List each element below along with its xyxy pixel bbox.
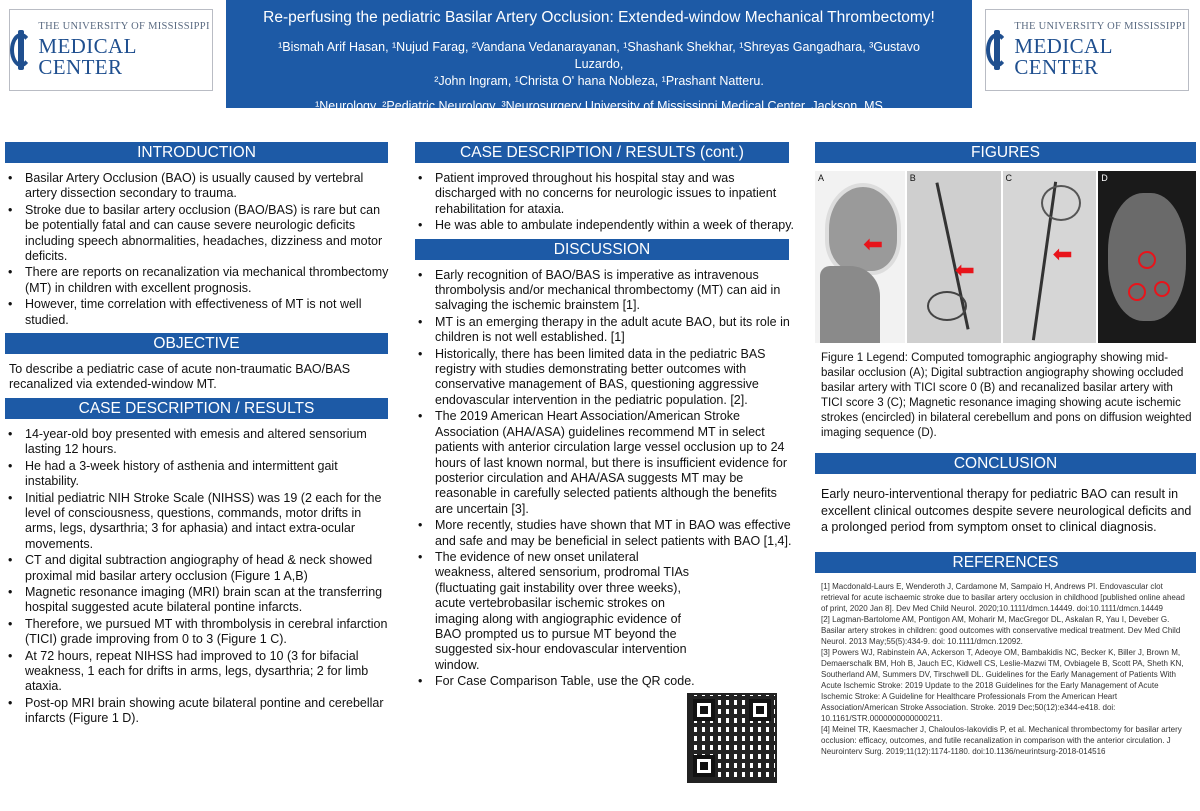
authors-line-1: ¹Bismah Arif Hasan, ¹Nujud Farag, ²Vandana Vedanarayanan, ¹Shashank Shekhar, ¹Shreyas Gangadhara, ³Gustavo Luzardo, [278, 40, 920, 71]
figure-panel-a [815, 171, 905, 343]
list-item: • More recently, studies have shown that MT in BAO was effective and safe and may be beneficial in select patients with BAO [1,4]. [413, 518, 795, 549]
column-right [815, 137, 1196, 757]
discussion-heading: DISCUSSION [415, 239, 789, 260]
list-item: • 14-year-old boy presented with emesis and altered sensorium lasting 12 hours. [3, 427, 394, 458]
figure-caption: Figure 1 Legend: Computed tomographic angiography showing mid-basilar occlusion (A); Digital subtraction angiography showing occluded basilar artery with TICI score 0 (B) and recanalized basilar artery with TICI score 3 (C); Magnetic resonance imaging showing acute ischemic strokes (encircled) in bilateral cerebellum and pons on diffusion weighted imaging sequence (D). [821, 352, 1192, 439]
conclusion-text: Early neuro-interventional therapy for pediatric BAO can result in excellent clinical outcomes despite severe neurological deficits and a prolonged period from symptom onset to clinical diagnosis. [821, 487, 1192, 535]
figure-panel-b [907, 171, 1001, 343]
reference-item: [1] Macdonald-Laurs E, Wenderoth J, Cardamone M, Sampaio H, Andrews PI. Endovascular clot retrieval for acute ischaemic stroke due to basilar artery occlusion in childhood [published online ahead of print, 2020 Jan 8]. Dev Med Child Neurol. 2020;10.1111/dmcn.14449. doi:10.1111/dmcn.14449 [821, 581, 1185, 613]
objective-heading: OBJECTIVE [5, 333, 388, 354]
list-item: • The 2019 American Heart Association/American Stroke Association (AHA/ASA) guidelines recommend MT in select patients with anterior circulation large vessel occlusion up to 24 hours of last known normal, but there is insufficient evidence for posterior circulation and AHA/ASA suggests MT may be reasonable in carefully selected patients although the benefits are uncertain [3]. [413, 409, 795, 517]
arrow-icon: ⬅ [1052, 241, 1073, 268]
list-item: • Initial pediatric NIH Stroke Scale (NIHSS) was 19 (2 each for the level of consciousness, questions, commands, motor drifts in arms, legs, dysarthria; 3 for aphasia) and intact extra-ocular movements. [3, 491, 394, 553]
case-cont-list [413, 171, 795, 234]
reference-item: [2] Lagman-Bartolome AM, Pontigon AM, Moharir M, MacGregor DL, Askalan R, Yau I, Deveber G. Basilar artery strokes in children: good outcomes with conservative medical treatment. Dev Med Child Neurol. 2013 May;55(5):434-9. doi: 10.1111/dmcn.12092. [821, 614, 1181, 646]
list-item: • For Case Comparison Table, use the QR code. [413, 674, 795, 689]
logo-right [985, 9, 1189, 91]
discussion-list [413, 268, 795, 690]
reference-item: [3] Powers WJ, Rabinstein AA, Ackerson T, Adeoye OM, Bambakidis NC, Becker K, Biller J, Brown M, Demaerschalk BM, Hoh B, Jauch EC, Kidwell CS, Leslie-Mazwi TM, Ovbiagele B, Scott PA, Sheth KN, Southerland AM, Summers DV, Tirschwell DL. Guidelines for the Early Management of Patients With Acute Ischemic Stroke: 2019 Update to the 2018 Guidelines for the Early Management of Acute Ischemic Stroke: A Guideline for Healthcare Professionals From the American Heart Association/American Stroke Association. Stroke. 2019 Dec;50(12):e344-e418. doi: 10.1161/STR.0000000000000211. [821, 647, 1184, 723]
panel-label: B [909, 173, 916, 183]
figure-panels [815, 171, 1196, 343]
conclusion-heading: CONCLUSION [815, 453, 1196, 474]
list-item: • There are reports on recanalization via mechanical thrombectomy (MT) in children with excellent prognosis. [3, 265, 394, 296]
reference-item: [4] Meinel TR, Kaesmacher J, Chaloulos-Iakovidis P, et al. Mechanical thrombectomy for basilar artery occlusion: efficacy, outcomes, and futile recanalization in comparison with the anterior circulation. J Neurointerv Surg. 2019;11(12):1174-1180. doi:10.1136/neurintsurg-2018-014516 [821, 724, 1182, 756]
references-heading: REFERENCES [815, 552, 1196, 573]
introduction-heading: INTRODUCTION [5, 142, 388, 163]
authors-line-2: ²John Ingram, ¹Christa O' hana Nobleza, ¹Prashant Natteru. [434, 74, 764, 88]
case-list [3, 427, 394, 727]
list-item: • Post-op MRI brain showing acute bilateral pontine and cerebellar infarcts (Figure 1 D). [3, 696, 394, 727]
case-heading: CASE DESCRIPTION / RESULTS [5, 398, 388, 419]
list-item: • CT and digital subtraction angiography of head & neck showed proximal mid basilar artery occlusion (Figure 1 A,B) [3, 553, 394, 584]
qr-code[interactable] [687, 693, 777, 783]
case-cont-heading: CASE DESCRIPTION / RESULTS (cont.) [415, 142, 789, 163]
list-item: • Historically, there has been limited data in the pediatric BAS registry with studies demonstrating better outcomes with conservative management of BAS, questioning aggressive endovascular intervention in the pediatric population. [2]. [413, 347, 795, 409]
crest-icon [986, 30, 1006, 70]
logo-small-text: THE UNIVERSITY OF MISSISSIPPI [1014, 21, 1186, 33]
arrow-icon: ⬅ [863, 231, 884, 258]
list-item: • He was able to ambulate independently within a week of therapy. [413, 218, 795, 233]
introduction-list [3, 171, 394, 328]
column-left [3, 137, 394, 728]
panel-label: A [818, 173, 825, 183]
figure-panel-d [1098, 171, 1196, 343]
title-band [226, 0, 972, 113]
crest-icon [10, 30, 30, 70]
panel-label: D [1101, 173, 1108, 183]
figures-heading: FIGURES [815, 142, 1196, 163]
arrow-icon: ⬅ [954, 257, 975, 284]
list-item: • Magnetic resonance imaging (MRI) brain scan at the transferring hospital suggested acute bilateral pontine infarcts. [3, 585, 394, 616]
affiliations: ¹Neurology, ²Pediatric Neurology, ³Neurosurgery University of Mississippi Medical Center, Jackson, MS [315, 99, 883, 113]
logo-small-text: THE UNIVERSITY OF MISSISSIPPI [38, 21, 210, 33]
list-item: • He had a 3-week history of asthenia and intermittent gait instability. [3, 459, 394, 490]
panel-label: C [1005, 173, 1013, 183]
list-item: • Early recognition of BAO/BAS is imperative as intravenous thrombolysis and/or mechanical thrombectomy (MT) can aid in salvaging the ischemic brainstem [1]. [413, 268, 795, 314]
figure-panel-c [1003, 171, 1097, 343]
list-item: • Patient improved throughout his hospital stay and was discharged with no concerns for neurologic issues to inpatient rehabilitation for ataxia. [413, 171, 795, 217]
poster-title: Re-perfusing the pediatric Basilar Artery Occlusion: Extended-window Mechanical Thrombectomy! [263, 9, 935, 26]
list-item: • Stroke due to basilar artery occlusion (BAO/BAS) is rare but can be potentially fatal and can cause severe neurologic deficits including speech abnormalities, headaches, dizziness and motor deficits. [3, 203, 394, 265]
list-item: • Basilar Artery Occlusion (BAO) is usually caused by vertebral artery dissection secondary to trauma. [3, 171, 394, 202]
list-item: • However, time correlation with effectiveness of MT is not well studied. [3, 297, 394, 328]
list-item: • At 72 hours, repeat NIHSS had improved to 10 (3 for bifacial weakness, 1 each for drifts in arms, legs, dysarthria; 2 for limb ataxia. [3, 649, 394, 695]
list-item: • Therefore, we pursued MT with thrombolysis in cerebral infarction (TICI) grade improving from 0 to 3 (Figure 1 C). [3, 617, 394, 648]
logo-big-text: MEDICAL CENTER [38, 33, 137, 79]
references-list [815, 581, 1196, 757]
logo-big-text: MEDICAL CENTER [1014, 33, 1113, 79]
logo-left [9, 9, 213, 91]
objective-text: To describe a pediatric case of acute non-traumatic BAO/BAS recanalized via extended-window MT. [9, 362, 351, 392]
list-item: • The evidence of new onset unilateral weakness, altered sensorium, prodromal TIAs (fluctuating gait instability over three weeks), acute vertebrobasilar ischemic strokes on imaging along with angiographic evidence of BAO prompted us to pursue MT beyond the suggested six-hour endovascular intervention window. [413, 550, 795, 673]
authors [226, 39, 972, 90]
list-item: • MT is an emerging therapy in the adult acute BAO, but its role in children is not well established. [1] [413, 315, 795, 346]
column-middle [413, 137, 795, 691]
